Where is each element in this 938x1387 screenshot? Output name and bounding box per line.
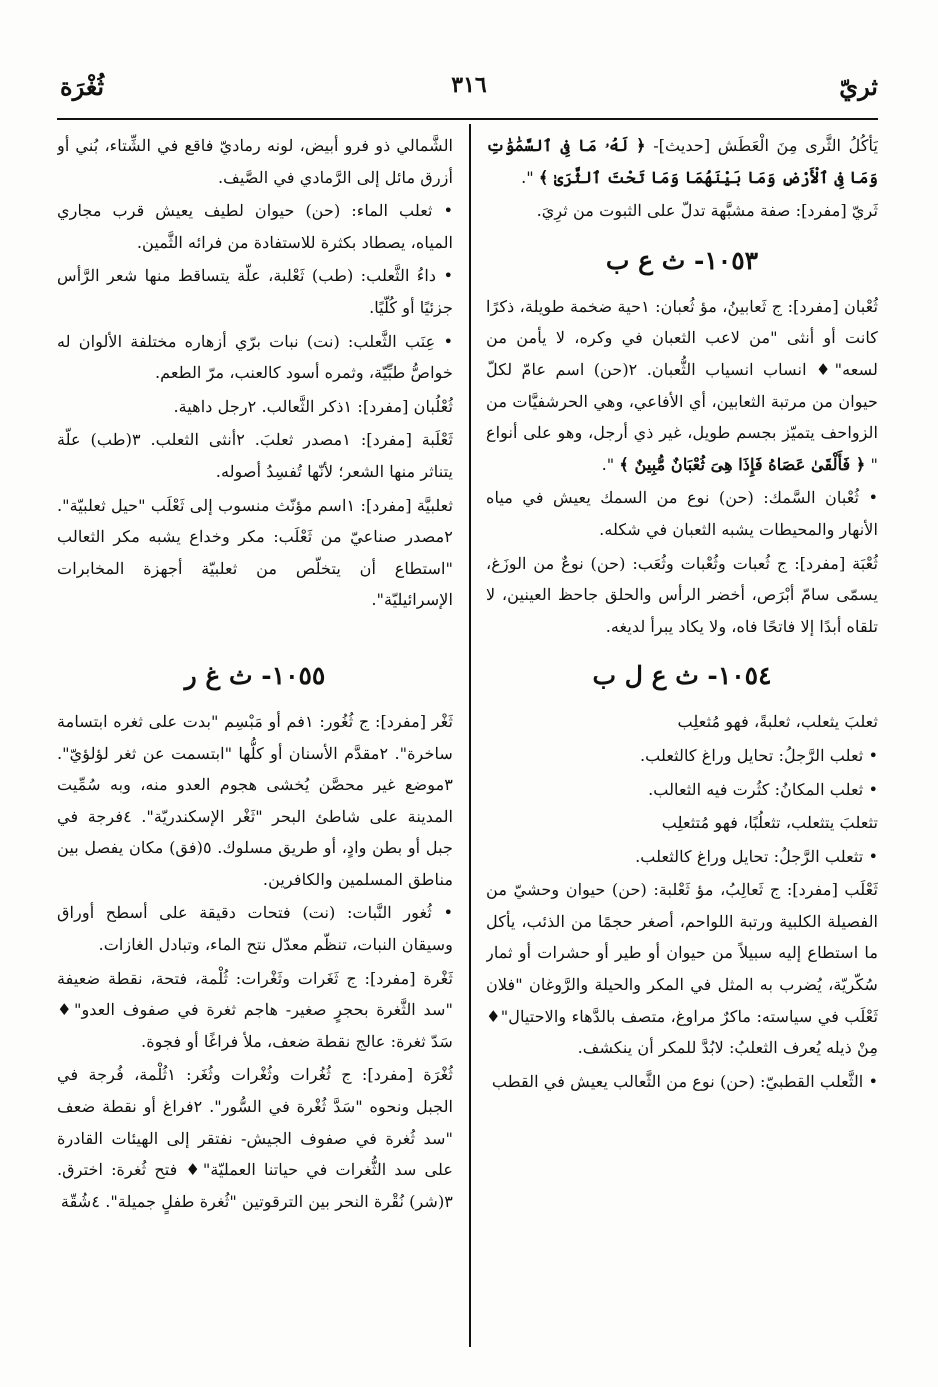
entry-paragraph: • ثعلب المكانُ: كثُرت فيه الثعالب. — [648, 779, 878, 799]
entry-paragraph: ثَغْرة [مفرد]: ج ثَغَرات وثَغْرات: ثُلْمة، فتحة، نقطة ضعيفة "سد الثَّغرة بحجرٍ صغير- هاجم ثغرة في صفوف العدو"♦ سَدّ ثغرة: عالج نقطة ضعف، ملأ فراغًا أو فجوة. — [57, 968, 453, 1051]
page-number: ٣١٦ — [451, 72, 487, 98]
quran-quote: ﴿ لَهُۥ مَا فِى ٱلسَّمَٰوَٰتِ وَمَا فِى ٱلْأَرْضِ وَمَا بَيْنَهُمَا وَمَا تَحْتَ ٱلثَّرَىٰ ﴾ — [486, 136, 878, 187]
header-right-word: ثريّ — [839, 72, 878, 101]
right-column — [486, 130, 878, 1347]
entry-text: يَأكُلُ الثَّرى مِنَ الْعَطَش [حديث]- — [645, 136, 878, 155]
entry-paragraph: • داءُ الثَّعلب: (طب) ثَعْلبة، علّة يتساقط منها شعر الرَّأس جزئيًا أو كُلّيًا. — [57, 266, 453, 317]
column-divider — [469, 124, 471, 1347]
entry-paragraph: ثَعْلَبة [مفرد]: ١مصدر ثعلبَ. ٢أنثى الثعلب. ٣(طب) علّة يتناثر منها الشعر؛ لأنّها تُفسِدُ أصوله. — [57, 430, 453, 481]
header-left-word: ثُغْرَة — [60, 72, 105, 101]
entry-paragraph: ثُعْلُبان [مفرد]: ١ذكر الثَّعالب. ٢رجل داهية. — [173, 396, 453, 416]
entry-text: ". — [521, 167, 539, 187]
header-rule — [57, 118, 878, 120]
entry-paragraph: ثَعْلَب [مفرد]: ج ثَعالِبُ، مؤ ثَعْلبة: (حن) حيوان وحشيّ من الفصيلة الكلبية ورتبة اللواحم، أصغر حجمًا من الذئب، يأكل ما استطاع إليه سبيلاً من حيوان أو طير أو حشرات أو ثمار سُكّريّة، يُضرب به المثل في المكر والحيلة والرَّوغان "فلان ثَعْلَب في سياسته: ماكرٌ مراوغ، متصف بالدَّهاء والاحتيال"♦ مِنْ ذيله يُعرف الثعلبُ: لابُدَّ للمكر أن ينكشف. — [486, 880, 878, 1058]
entry-paragraph: • ثُعْبان السَّمك: (حن) نوع من السمك يعيش في مياه الأنهار والمحيطات يشبه الثعبان في شكله. — [486, 488, 878, 539]
entry-text: ثُعْبان [مفرد]: ج ثَعابينُ، مؤ ثُعبان: ١حية ضخمة طويلة، ذكرًا كانت أو أنثى "من لاعب الثعبان في وكره، لا يأمن من لسعه"♦ انساب انسياب الثُّعبان. ٢(حن) اسم عامّ لكلّ حيوان من مرتبة الثعابين، أي الأفاعي، وهي الحرشفيَّات من الزواحف يتميّز بجسم طويل، غير ذي أرجل، وهو على أنواع " — [486, 296, 878, 474]
entry-paragraph — [486, 130, 878, 193]
entry-paragraph: تثعلبَ يتثعلب، تثعلُبًا، فهو مُتثعلِب — [661, 813, 878, 833]
left-column — [57, 130, 453, 1347]
entry-paragraph: • الثَّعلب القطبيّ: (حن) نوع من الثَّعالب يعيش في القطب — [491, 1071, 878, 1091]
section-heading: ١٠٥٣- ث ع ب — [605, 245, 759, 275]
entry-paragraph: ثعلبَ يثعلب، ثعلبةً، فهو مُثعلِب — [677, 712, 878, 732]
entry-paragraph: • عِنَب الثَّعلب: (نت) نبات برّي أزهاره مختلفة الألوان له خواصُّ طبِّيّة، وثمره أسود كالعنب، مرّ الطعم. — [57, 331, 453, 383]
entry-text: ". — [601, 454, 620, 474]
page-header — [60, 72, 878, 112]
entry-paragraph: ثُغْرَة [مفرد]: ج ثُغُرات وثُغْرات وثُغَر: ١ثُلْمة، فُرجة في الجبل ونحوه "سَدَّ ثُغْرة في السُّور". ٢فراغ أو نقطة ضعف "سد ثُغرة في صفوف الجيش- نفتقر إلى الهيئات القادرة على سد الثُّغرات في حياتنا العمليّة"♦ فتح ثُغرة: اخترق. ٣(شر) نُقْرة النحر بين الترقوتين "ثُغرة طفلٍ جميلة". ٤شُقّة — [57, 1065, 453, 1211]
entry-paragraph: ثَريّ [مفرد]: صفة مشبَّهة تدلّ على الثبوت من ثرِيَ. — [536, 201, 878, 221]
section-heading: ١٠٥٥- ث غ ر — [184, 660, 326, 690]
entry-paragraph: • ثُغور النَّبات: (نت) فتحات دقيقة على أسطح أوراق وسيقان النبات، تنظّم معدّل نتح الماء، وتبادل الغازات. — [57, 903, 453, 955]
entry-paragraph: الشَّمالي ذو فرو أبيض، لونه رماديّ فاقع في الشِّتاء، بُني أو أزرق مائل إلى الرَّمادي في الصَّيف. — [57, 136, 453, 187]
entry-paragraph: • ثعلب الرَّجلُ: تحايل وراغ كالثعلب. — [639, 745, 878, 765]
entry-paragraph: ثَغْر [مفرد]: ج ثُغُور: ١فم أو مَبْسِم "بدت على ثغره ابتسامة ساخرة". ٢مقدَّم الأسنان أو كلُّها "ابتسمت عن ثغر لؤلؤيّ". ٣موضع غير محصَّن يُخشى هجوم العدو منه، وبه سُمِّيت المدينة على شاطئ البحر "ثَغْر الإسكندريّة". ٤فرجة في جبل أو بطن وادٍ، أو طريق مسلوك. ٥(فق) مكان يفصل بين مناطق المسلمين والكافرين. — [57, 711, 453, 889]
entry-paragraph: • تثعلب الرَّجلُ: تحايل وراغ كالثعلب. — [635, 846, 878, 866]
entry-paragraph: • ثعلب الماء: (حن) حيوان لطيف يعيش قرب مجاري المياه، يصطاد بكثرة للاستفادة من فرائه الثَّمين. — [57, 201, 453, 252]
entry-paragraph: ثُعْبَة [مفرد]: ج ثُعبات وثُعْبات وثُعَب: (حن) نوعٌ من الوزَغ، يسمّى سامّ أبْرَص، أخضر الرأس والحلق جاحظ العينين، لا تلقاه أبدًا إلا فاتحًا فاه، ولا يكاد يبرأ لديغه. — [486, 553, 878, 636]
section-heading: ١٠٥٤- ث ع ل ب — [592, 661, 772, 691]
entry-paragraph: ثعلبيَّة [مفرد]: ١اسم مؤنّث منسوب إلى ثَعْلَب "حيل ثعلبيّة". ٢مصدر صناعيّ من ثَعْلَب: مكر وخداع يشبه مكر الثعالب "استطاع أن يتخلّص من ثعلبيّة أجهزة المخابرات الإسرائيليّة". — [57, 495, 453, 610]
quran-quote: ﴿ فَأَلْقَىٰ عَصَاهُ فَإِذَا هِىَ ثُعْبَانٌ مُّبِينٌ ﴾ — [619, 454, 866, 474]
entry-paragraph — [486, 291, 878, 481]
